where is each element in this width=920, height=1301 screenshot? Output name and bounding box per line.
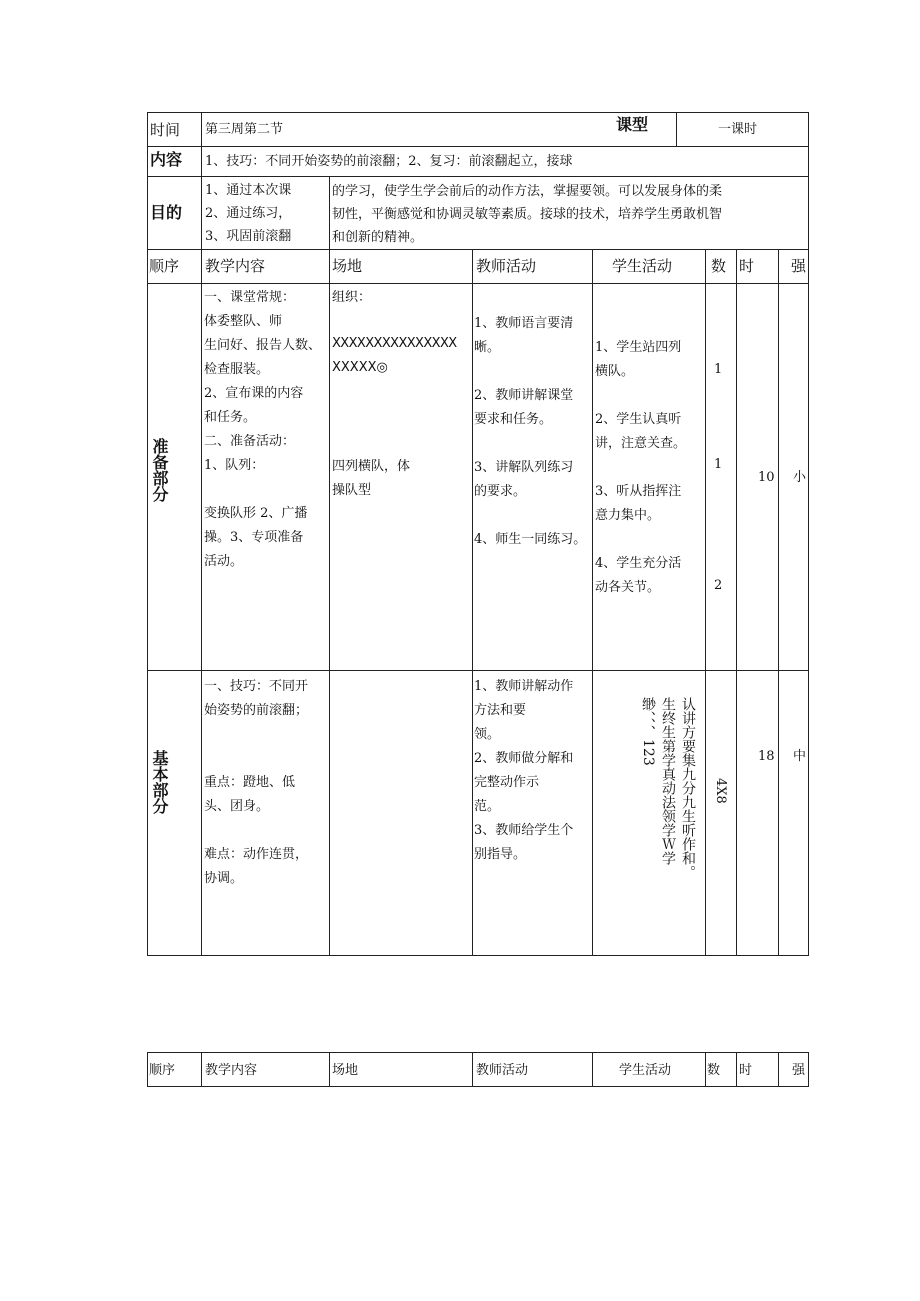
prep-venue-label: 组织： (332, 290, 372, 305)
basic-time: 18 (758, 749, 775, 764)
prep-teacher-activity: 1、教师语言要清 晰。 2、教师讲解课堂 要求和任务。 3、讲解队列练习 的要求。 4、师生一同练习。 (474, 316, 587, 547)
prep-venue-pattern-1: XXXXXXXXXXXXXXX (332, 336, 457, 351)
time-label: 时间 (150, 121, 181, 139)
goal-text: 的学习，使学生学会前后的动作方法，掌握要领。可以发展身体的柔 韧性，平衡感觉和协调灵敏等素质。接球的技术，培养学生勇敢机智 和创新的精神。 (332, 184, 723, 245)
prep-section-label: 准备部分 (150, 438, 169, 502)
prep-student-activity: 1、学生站四列 横队。 2、学生认真听 讲，注意关查。 3、听从指挥注 意力集中。 4、学生充分活 动各关节。 (595, 340, 687, 595)
basic-teacher-activity: 1、教师讲解动作 方法和要 领。 2、教师做分解和 完整动作示 范。 3、教师给学生个 别指导。 (474, 679, 574, 862)
basic-section-label: 基本部分 (150, 750, 169, 814)
prep-content: 一、课堂常规： 体委整队、师 生问好、报告人数、 检查服装。 2、宣布课的内容 和任务。 二、准备活动： 1、队列： 变换队形 2、广播 操。3、专项准备 活动。 (204, 290, 322, 569)
basic-intensity: 中 (793, 749, 807, 764)
prep-count-3: 2 (714, 578, 723, 593)
t2-col-venue: 场地 (332, 1063, 359, 1078)
basic-content: 一、技巧：不同开 始姿势的前滚翻； 重点：蹬地、低 头、团身。 难点：动作连贯， 协调。 (204, 679, 309, 886)
content-label: 内容 (150, 150, 183, 169)
col-venue: 场地 (332, 257, 363, 275)
col-teacher: 教师活动 (476, 257, 537, 275)
time-value: 第三周第二节 (205, 122, 284, 137)
content-value: 1、技巧：不同开始姿势的前滚翻；2、复习：前滚翻起立，接球 (205, 154, 573, 169)
lesson-type-value: 一课时 (718, 122, 758, 137)
goal-item-2: 2、通过练习， (205, 206, 292, 221)
prep-venue-pattern-2: XXXXX◎ (332, 360, 388, 375)
t2-col-teacher: 教师活动 (476, 1063, 529, 1078)
col-time: 时 (739, 257, 755, 275)
student-col-3: 缈、、、123 (640, 697, 656, 766)
prep-count-1: 1 (714, 362, 723, 377)
col-intensity: 强 (791, 257, 807, 275)
prep-intensity: 小 (793, 470, 807, 485)
basic-count: 4X8 (713, 778, 728, 804)
col-content: 教学内容 (205, 257, 266, 275)
student-col-1: 认讲方要集九分九生听作和。 (680, 697, 696, 879)
prep-time: 10 (758, 470, 775, 485)
t2-col-order: 顺序 (149, 1063, 176, 1078)
t2-col-content: 教学内容 (205, 1063, 258, 1078)
t2-col-student: 学生活动 (619, 1063, 672, 1078)
t2-col-intensity: 强 (792, 1063, 806, 1078)
col-count: 数 (711, 257, 727, 275)
t2-col-time: 时 (739, 1063, 753, 1078)
goal-item-3: 3、巩固前滚翻 (205, 229, 292, 244)
goal-item-1: 1、通过本次课 (205, 183, 292, 198)
prep-count-2: 1 (714, 457, 723, 472)
t2-col-count: 数 (707, 1063, 721, 1078)
lesson-type-label: 课型 (616, 115, 649, 134)
goal-label: 目的 (150, 203, 183, 222)
col-student: 学生活动 (612, 257, 673, 275)
prep-venue-note: 四列横队，体 操队型 (332, 459, 411, 498)
col-order: 顺序 (149, 257, 180, 275)
student-col-2: 生终生第学真动法领学Ｗ学 (660, 697, 676, 865)
